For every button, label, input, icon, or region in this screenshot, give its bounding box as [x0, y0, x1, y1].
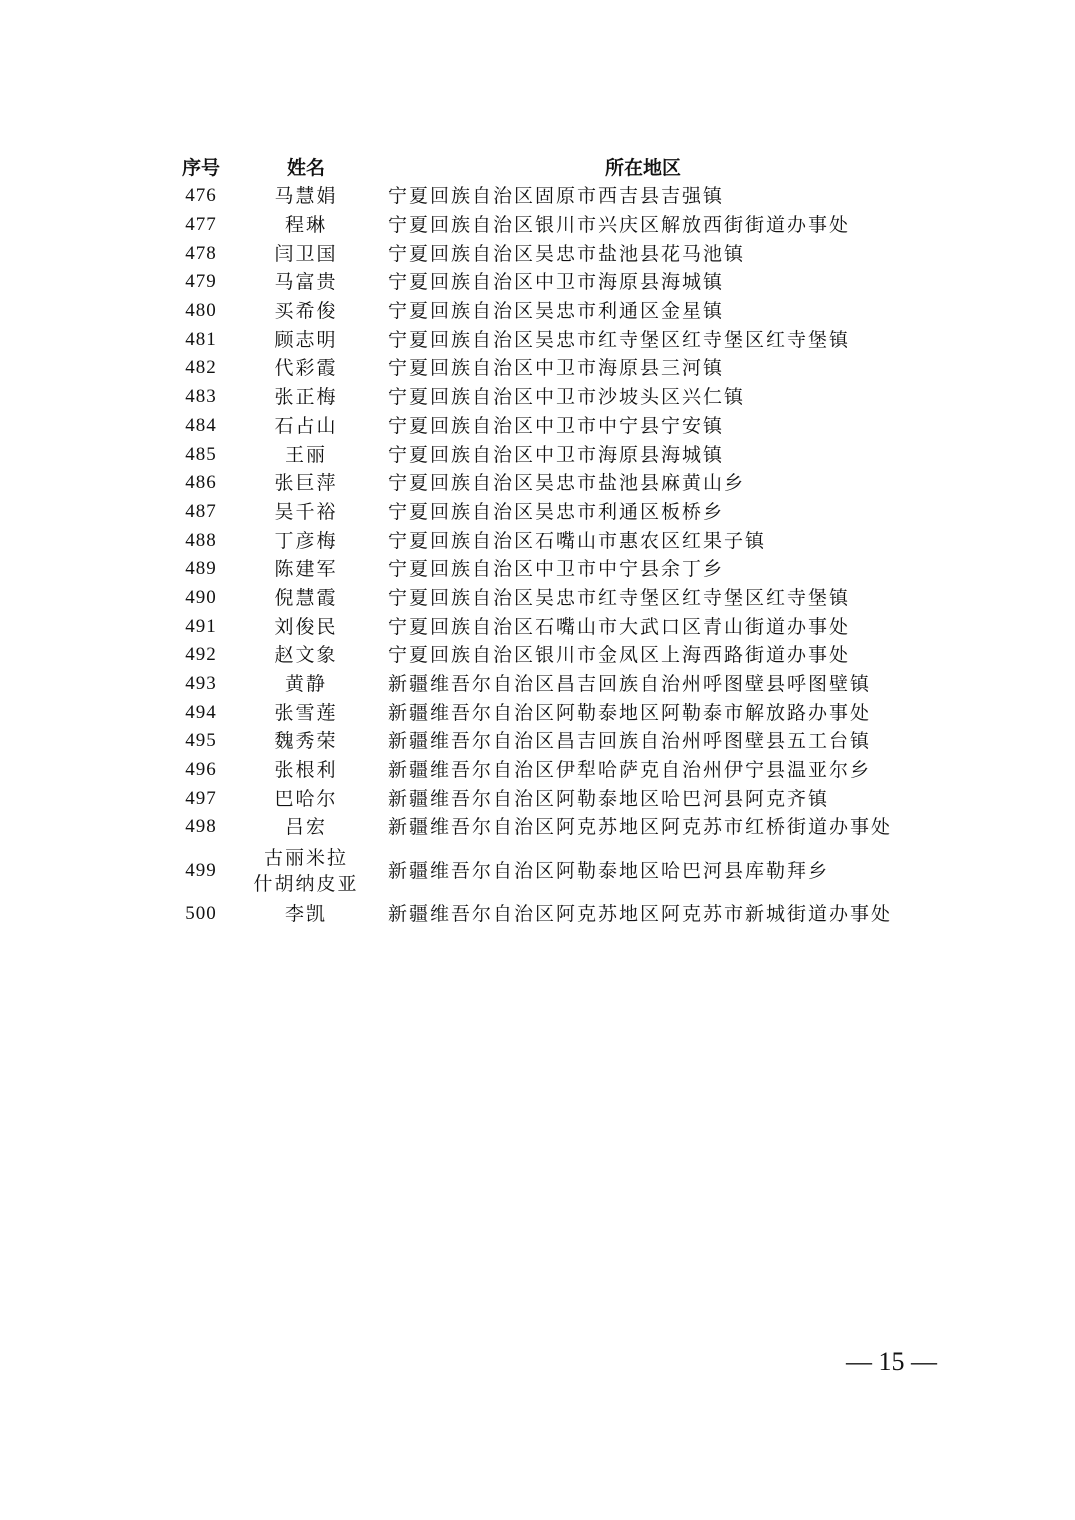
row-area: 宁夏回族自治区中卫市海原县三河镇 [388, 357, 725, 380]
row-area: 新疆维吾尔自治区阿勒泰地区阿勒泰市解放路办事处 [388, 701, 872, 724]
row-number: 480 [185, 300, 217, 322]
table-row [168, 900, 908, 929]
row-area: 新疆维吾尔自治区昌吉回族自治州呼图壁县呼图壁镇 [388, 673, 872, 696]
row-number: 487 [185, 500, 217, 522]
table-row [168, 784, 908, 813]
row-name: 马富贵 [274, 271, 338, 294]
header-number: 序号 [181, 157, 220, 179]
row-area: 新疆维吾尔自治区昌吉回族自治州呼图壁县五工台镇 [388, 730, 872, 753]
row-name: 闫卫国 [274, 242, 338, 265]
row-number: 495 [185, 730, 217, 752]
row-area: 宁夏回族自治区中卫市中宁县宁安镇 [388, 414, 725, 437]
row-area: 宁夏回族自治区吴忠市红寺堡区红寺堡区红寺堡镇 [388, 328, 851, 351]
row-area: 新疆维吾尔自治区阿克苏地区阿克苏市红桥街道办事处 [388, 816, 893, 839]
row-number: 476 [185, 185, 217, 207]
row-name: 黄静 [284, 673, 327, 696]
row-name: 魏秀荣 [274, 730, 338, 753]
row-number: 491 [185, 615, 217, 637]
table-row [168, 526, 908, 555]
table-row [168, 641, 908, 670]
table-row [168, 498, 908, 527]
row-name: 张巨萍 [274, 472, 338, 495]
table-row [168, 670, 908, 699]
page-number: — 15 — [846, 1347, 937, 1376]
row-number: 482 [185, 357, 217, 379]
row-number: 483 [185, 386, 217, 408]
row-name: 刘俊民 [274, 615, 338, 638]
row-area: 宁夏回族自治区石嘴山市大武口区青山街道办事处 [388, 615, 851, 638]
row-number: 490 [185, 586, 217, 608]
table-row [168, 612, 908, 641]
table-row [168, 698, 908, 727]
row-name: 李凯 [284, 903, 327, 926]
row-name: 吴千裕 [274, 500, 338, 523]
table-row [168, 412, 908, 441]
row-name: 陈建军 [274, 558, 338, 581]
row-name: 丁彦梅 [274, 529, 338, 552]
row-number: 484 [185, 414, 217, 436]
table-row [168, 842, 908, 900]
row-number: 489 [185, 558, 217, 580]
row-number: 479 [185, 271, 217, 293]
row-name: 张根利 [274, 759, 338, 782]
table-row [168, 354, 908, 383]
row-area: 宁夏回族自治区中卫市海原县海城镇 [388, 443, 725, 466]
row-number: 486 [185, 472, 217, 494]
row-number: 477 [185, 214, 217, 236]
row-name: 赵文象 [274, 644, 338, 667]
row-area: 新疆维吾尔自治区伊犁哈萨克自治州伊宁县温亚尔乡 [388, 759, 872, 782]
header-row [168, 151, 908, 182]
row-number: 488 [185, 529, 217, 551]
row-number: 478 [185, 242, 217, 264]
table-row [168, 211, 908, 240]
table-row [168, 440, 908, 469]
table-row [168, 383, 908, 412]
row-name: 马慧娟 [274, 185, 338, 208]
row-number: 493 [185, 673, 217, 695]
row-number: 499 [185, 859, 217, 881]
row-number: 485 [185, 443, 217, 465]
row-number: 494 [185, 701, 217, 723]
row-name: 顾志明 [274, 328, 338, 351]
table-row [168, 584, 908, 613]
roster-table [168, 151, 908, 929]
row-name: 张雪莲 [274, 701, 338, 724]
row-area: 宁夏回族自治区中卫市沙坡头区兴仁镇 [388, 386, 746, 409]
row-name: 石占山 [274, 414, 338, 437]
row-number: 498 [185, 816, 217, 838]
row-area: 宁夏回族自治区吴忠市盐池县花马池镇 [388, 242, 746, 265]
header-area: 所在地区 [604, 157, 681, 179]
row-area: 宁夏回族自治区吴忠市利通区金星镇 [388, 300, 725, 323]
row-number: 497 [185, 787, 217, 809]
table-body [168, 182, 908, 929]
row-number: 492 [185, 644, 217, 666]
row-name: 倪慧霞 [274, 586, 338, 609]
row-name: 代彩霞 [274, 357, 338, 380]
table-row [168, 727, 908, 756]
table-row [168, 297, 908, 326]
table-row [168, 813, 908, 842]
table-row [168, 555, 908, 584]
row-area: 宁夏回族自治区中卫市海原县海城镇 [388, 271, 725, 294]
row-name: 买希俊 [274, 300, 338, 323]
row-name: 巴哈尔 [274, 787, 338, 810]
table-header [168, 151, 908, 182]
row-name: 程琳 [284, 214, 327, 237]
row-name: 古丽米拉 什胡纳皮亚 [253, 846, 359, 895]
row-name: 张正梅 [274, 386, 338, 409]
row-area: 宁夏回族自治区银川市金凤区上海西路街道办事处 [388, 644, 851, 667]
table-row [168, 469, 908, 498]
table-row [168, 239, 908, 268]
row-area: 宁夏回族自治区银川市兴庆区解放西街街道办事处 [388, 214, 851, 237]
row-number: 500 [185, 903, 217, 925]
row-area: 宁夏回族自治区石嘴山市惠农区红果子镇 [388, 529, 767, 552]
table-row [168, 325, 908, 354]
table-row [168, 756, 908, 785]
row-area: 新疆维吾尔自治区阿克苏地区阿克苏市新城街道办事处 [388, 903, 893, 926]
row-area: 宁夏回族自治区固原市西吉县吉强镇 [388, 185, 725, 208]
row-area: 宁夏回族自治区中卫市中宁县余丁乡 [388, 558, 725, 581]
row-name: 王丽 [284, 443, 327, 466]
table-row [168, 268, 908, 297]
row-name: 吕宏 [284, 816, 327, 839]
row-number: 481 [185, 328, 217, 350]
row-number: 496 [185, 759, 217, 781]
row-area: 宁夏回族自治区吴忠市红寺堡区红寺堡区红寺堡镇 [388, 586, 851, 609]
row-area: 宁夏回族自治区吴忠市盐池县麻黄山乡 [388, 472, 746, 495]
row-area: 宁夏回族自治区吴忠市利通区板桥乡 [388, 500, 725, 523]
row-area: 新疆维吾尔自治区阿勒泰地区哈巴河县阿克齐镇 [388, 787, 830, 810]
table-row [168, 182, 908, 211]
header-name: 姓名 [286, 157, 325, 179]
row-area: 新疆维吾尔自治区阿勒泰地区哈巴河县库勒拜乡 [388, 859, 830, 882]
